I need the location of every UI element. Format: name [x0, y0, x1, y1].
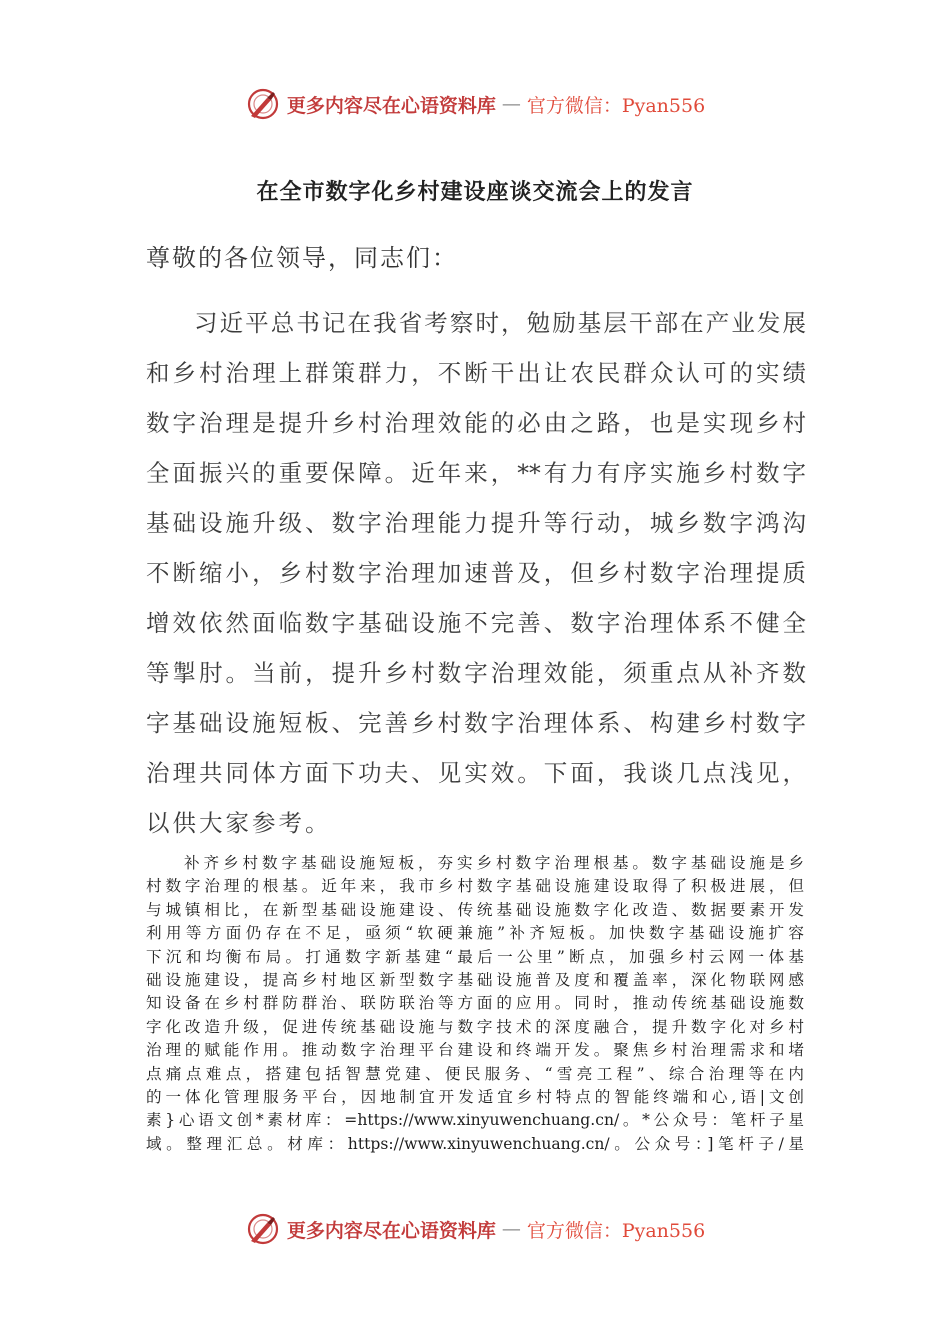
watermark-suffix: 官方微信：Pyan556 — [526, 1219, 706, 1242]
watermark-brand-text: 更多内容尽在心语资料库 — [286, 94, 496, 117]
paragraph-line: 与城镇相比，在新型基础设施建设、传统基础设施数字化改造、数据要素开发 — [146, 900, 804, 919]
paragraph-intro — [146, 298, 806, 848]
paragraph-line: 的一体化管理服务平台，因地制宜开发适宜乡村特点的智能终端和心,语|文创 — [146, 1087, 804, 1106]
paragraph-line: 全面振兴的重要保障。近年来，**有力有序实施乡村数字 — [146, 459, 806, 487]
paragraph-line: 域。整理汇总。材库：https://www.xinyuwenchuang.cn/。公众号：]笔杆子/星 — [146, 1134, 804, 1153]
footer-watermark — [0, 1209, 950, 1249]
watermark-brand-text: 更多内容尽在心语资料库 — [286, 1219, 496, 1242]
salutation: 尊敬的各位领导，同志们： — [146, 244, 458, 272]
paragraph-line: 基础设施升级、数字治理能力提升等行动，城乡数字鸿沟 — [146, 509, 806, 537]
paragraph-line: 村数字治理的根基。近年来，我市乡村数字基础设施建设取得了积极进展，但 — [146, 877, 804, 896]
paragraph-line: 数字治理是提升乡村治理效能的必由之路，也是实现乡村 — [146, 409, 806, 437]
paragraph-line: 习近平总书记在我省考察时，勉励基层干部在产业发展 — [194, 309, 806, 337]
pen-circle-logo-icon — [245, 86, 281, 122]
paragraph-line: 利用等方面仍存在不足，亟须“软硬兼施”补齐短板。加快数字基础设施扩容 — [146, 924, 804, 943]
paragraph-line: 补齐乡村数字基础设施短板，夯实乡村数字治理根基。数字基础设施是乡 — [184, 854, 804, 872]
watermark-dash: — — [501, 1218, 521, 1240]
paragraph-line: 字化改造升级，促进传统基础设施与数字技术的深度融合，提升数字化对乡村 — [146, 1017, 804, 1036]
paragraph-infrastructure — [146, 852, 804, 1156]
paragraph-line: 素}心语文创*素材库：=https://www.xinyuwenchuang.cn/。*公众号：笔杆子星 — [146, 1111, 804, 1130]
paragraph-line: 字基础设施短板、完善乡村数字治理体系、构建乡村数字 — [146, 709, 806, 737]
paragraph-line: 下沉和均衡布局。打通数字新基建“最后一公里”断点，加强乡村云网一体基 — [146, 947, 804, 966]
paragraph-line: 等掣肘。当前，提升乡村数字治理效能，须重点从补齐数 — [146, 659, 806, 687]
watermark-suffix: 官方微信：Pyan556 — [526, 94, 706, 117]
watermark-dash: — — [501, 93, 521, 115]
pen-circle-logo-icon — [245, 1211, 281, 1247]
paragraph-line: 以供大家参考。 — [146, 809, 332, 837]
paragraph-line: 础设施建设，提高乡村地区新型数字基础设施普及度和覆盖率，深化物联网感 — [146, 970, 804, 989]
paragraph-line: 点痛点难点，搭建包括智慧党建、便民服务、“雪亮工程”、综合治理等在内 — [146, 1064, 804, 1083]
paragraph-line: 和乡村治理上群策群力，不断干出让农民群众认可的实绩 — [146, 359, 806, 387]
header-watermark — [0, 84, 950, 124]
paragraph-line: 治理的赋能作用。推动数字治理平台建设和终端开发。聚焦乡村治理需求和堵 — [146, 1041, 804, 1060]
document-title: 在全市数字化乡村建设座谈交流会上的发言 — [256, 180, 694, 205]
paragraph-line: 治理共同体方面下功夫、见实效。下面，我谈几点浅见， — [146, 759, 806, 787]
paragraph-line: 增效依然面临数字基础设施不完善、数字治理体系不健全 — [146, 609, 806, 637]
paragraph-line: 知设备在乡村群防群治、联防联治等方面的应用。同时，推动传统基础设施数 — [146, 994, 804, 1013]
paragraph-line: 不断缩小，乡村数字治理加速普及，但乡村数字治理提质 — [146, 559, 806, 587]
